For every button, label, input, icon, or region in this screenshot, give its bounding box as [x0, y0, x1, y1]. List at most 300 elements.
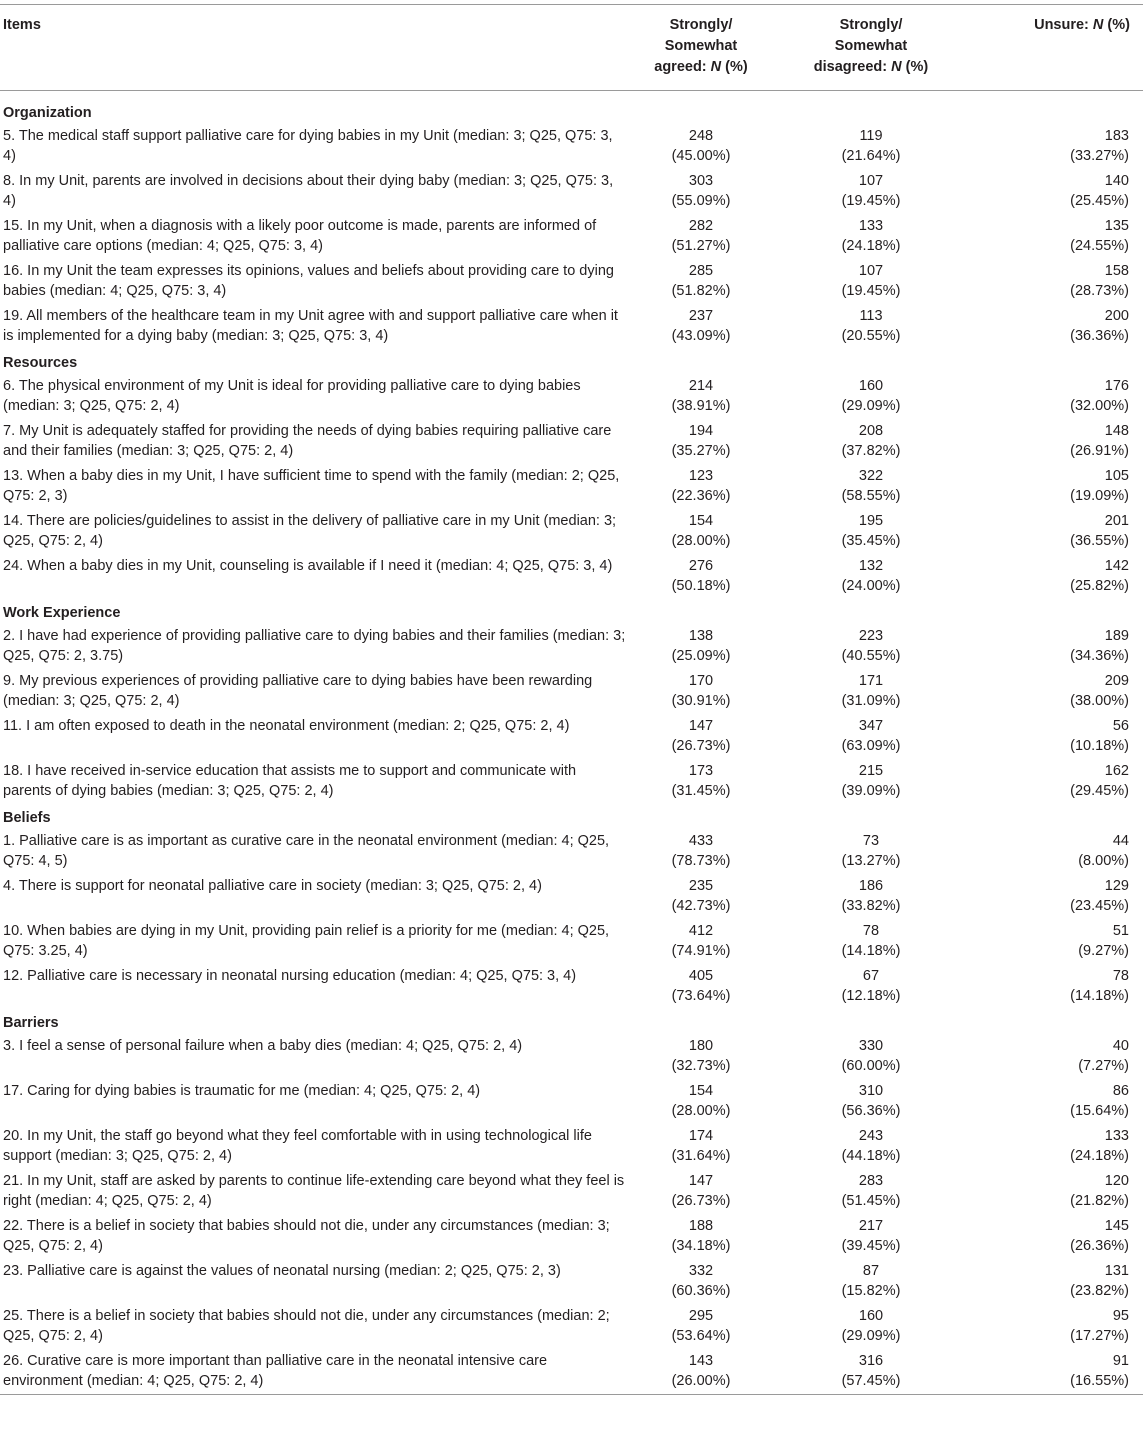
header-row [0, 5, 1143, 91]
agreed-cell [626, 463, 776, 508]
item-cell: 1. Palliative care is as important as curative care in the neonatal environment (median: 4; Q25, Q75: 4, 5) [3, 833, 610, 869]
unsure-cell [966, 463, 1143, 508]
disagreed-cell [776, 213, 966, 258]
agreed-percent: (55.09%) [671, 193, 731, 209]
agreed-cell [626, 668, 776, 713]
table-row [0, 1123, 1143, 1168]
unsure-cell [966, 1348, 1143, 1395]
disagreed-percent: (14.18%) [841, 943, 901, 959]
table-row [0, 123, 1143, 168]
disagreed-cell [776, 1348, 966, 1395]
disagreed-percent: (33.82%) [841, 898, 901, 914]
item-cell: 6. The physical environment of my Unit is ideal for providing palliative care to dying babies (median: 3; Q25, Q75: 2, 4) [3, 378, 581, 414]
agreed-count: 214 [688, 378, 714, 394]
disagreed-cell [776, 873, 966, 918]
disagreed-cell [776, 1303, 966, 1348]
agreed-cell [626, 963, 776, 1008]
agreed-percent: (74.91%) [671, 943, 731, 959]
agreed-count: 276 [688, 558, 714, 574]
agreed-percent: (51.27%) [671, 238, 731, 254]
disagreed-count: 160 [858, 378, 884, 394]
item-cell: 17. Caring for dying babies is traumatic for me (median: 4; Q25, Q75: 2, 4) [3, 1083, 481, 1099]
disagreed-cell [776, 623, 966, 668]
table-row [0, 258, 1143, 303]
agreed-count: 173 [688, 763, 714, 779]
header-unsure-pct: (%) [1103, 17, 1130, 33]
agreed-count: 332 [688, 1263, 714, 1279]
item-cell: 12. Palliative care is necessary in neonatal nursing education (median: 4; Q25, Q75: 3, 4) [3, 968, 577, 984]
unsure-cell [966, 873, 1143, 918]
agreed-cell [626, 918, 776, 963]
header-agreed [626, 5, 776, 91]
header-agreed-line1: Strongly/ [669, 17, 733, 33]
disagreed-percent: (57.45%) [841, 1373, 901, 1389]
unsure-count: 200 [1104, 308, 1129, 324]
unsure-percent: (25.45%) [1070, 193, 1129, 209]
unsure-cell [966, 1033, 1143, 1078]
disagreed-cell [776, 463, 966, 508]
disagreed-count: 171 [858, 673, 884, 689]
header-disagreed-line1: Strongly/ [839, 17, 903, 33]
disagreed-cell [776, 713, 966, 758]
agreed-count: 433 [688, 833, 714, 849]
table-row [0, 963, 1143, 1008]
unsure-percent: (26.36%) [1070, 1238, 1129, 1254]
unsure-count: 209 [1104, 673, 1129, 689]
item-cell: 9. My previous experiences of providing palliative care to dying babies have been rewarding (median: 3; Q25, Q75: 2, 4) [3, 673, 593, 709]
agreed-cell [626, 623, 776, 668]
disagreed-percent: (56.36%) [841, 1103, 901, 1119]
header-agreed-n: N [710, 59, 722, 75]
unsure-cell [966, 1123, 1143, 1168]
section-title: Beliefs [3, 810, 51, 826]
table-row [0, 1213, 1143, 1258]
item-cell: 8. In my Unit, parents are involved in decisions about their dying baby (median: 3; Q25, Q75: 3, 4) [3, 173, 614, 209]
disagreed-percent: (24.00%) [841, 578, 901, 594]
header-disagreed-pct: (%) [901, 59, 929, 75]
survey-results-table [0, 4, 1143, 1395]
disagreed-count: 160 [858, 1308, 884, 1324]
disagreed-cell [776, 1033, 966, 1078]
table-row [0, 373, 1143, 418]
agreed-cell [626, 508, 776, 553]
disagreed-count: 330 [858, 1038, 884, 1054]
disagreed-count: 215 [858, 763, 884, 779]
agreed-count: 285 [688, 263, 714, 279]
agreed-count: 235 [688, 878, 714, 894]
section-row [0, 598, 1143, 623]
disagreed-count: 107 [858, 263, 884, 279]
table-row [0, 1348, 1143, 1395]
unsure-percent: (38.00%) [1070, 693, 1129, 709]
disagreed-count: 78 [862, 923, 880, 939]
unsure-percent: (8.00%) [1078, 853, 1129, 869]
disagreed-percent: (29.09%) [841, 398, 901, 414]
item-cell: 15. In my Unit, when a diagnosis with a likely poor outcome is made, parents are informed of palliative care options (median: 4; Q25, Q75: 3, 4) [3, 218, 597, 254]
agreed-cell [626, 1303, 776, 1348]
disagreed-count: 67 [862, 968, 880, 984]
unsure-cell [966, 303, 1143, 348]
unsure-percent: (23.82%) [1070, 1283, 1129, 1299]
unsure-cell [966, 963, 1143, 1008]
table-body [0, 91, 1143, 1395]
table-row [0, 1168, 1143, 1213]
header-unsure-label: Unsure: [1034, 17, 1093, 33]
disagreed-count: 73 [862, 833, 880, 849]
agreed-count: 123 [688, 468, 714, 484]
item-cell: 14. There are policies/guidelines to assist in the delivery of palliative care in my Unit (median: 3; Q25, Q75: 2, 4) [3, 513, 617, 549]
disagreed-count: 133 [858, 218, 884, 234]
agreed-count: 282 [688, 218, 714, 234]
unsure-count: 105 [1104, 468, 1129, 484]
agreed-percent: (35.27%) [671, 443, 731, 459]
agreed-count: 303 [688, 173, 714, 189]
agreed-percent: (42.73%) [671, 898, 731, 914]
unsure-cell [966, 258, 1143, 303]
unsure-cell [966, 668, 1143, 713]
unsure-count: 145 [1104, 1218, 1129, 1234]
disagreed-percent: (39.09%) [841, 783, 901, 799]
agreed-percent: (26.73%) [671, 738, 731, 754]
agreed-percent: (60.36%) [671, 1283, 731, 1299]
disagreed-percent: (60.00%) [841, 1058, 901, 1074]
unsure-percent: (23.45%) [1070, 898, 1129, 914]
agreed-cell [626, 303, 776, 348]
unsure-cell [966, 1078, 1143, 1123]
disagreed-count: 283 [858, 1173, 884, 1189]
unsure-percent: (32.00%) [1070, 398, 1129, 414]
unsure-count: 120 [1104, 1173, 1129, 1189]
table-row [0, 713, 1143, 758]
disagreed-percent: (20.55%) [841, 328, 901, 344]
table-row [0, 1033, 1143, 1078]
unsure-cell [966, 418, 1143, 463]
section-row [0, 348, 1143, 373]
disagreed-cell [776, 553, 966, 598]
item-cell: 10. When babies are dying in my Unit, providing pain relief is a priority for me (median: 4; Q25, Q75: 3.25, 4) [3, 923, 610, 959]
disagreed-cell [776, 1168, 966, 1213]
table-row [0, 508, 1143, 553]
disagreed-cell [776, 1213, 966, 1258]
disagreed-percent: (37.82%) [841, 443, 901, 459]
agreed-percent: (26.73%) [671, 1193, 731, 1209]
agreed-percent: (22.36%) [671, 488, 731, 504]
unsure-percent: (10.18%) [1070, 738, 1129, 754]
item-cell: 7. My Unit is adequately staffed for providing the needs of dying babies requiring palliative care and their families (median: 3; Q25, Q75: 2, 4) [3, 423, 612, 459]
item-cell: 24. When a baby dies in my Unit, counseling is available if I need it (median: 4; Q25, Q75: 3, 4) [3, 558, 613, 574]
unsure-percent: (36.36%) [1070, 328, 1129, 344]
table-row [0, 873, 1143, 918]
agreed-cell [626, 1258, 776, 1303]
agreed-percent: (31.45%) [671, 783, 731, 799]
header-agreed-pct: (%) [721, 59, 748, 75]
agreed-cell [626, 1078, 776, 1123]
unsure-count: 162 [1104, 763, 1129, 779]
agreed-cell [626, 1348, 776, 1395]
unsure-percent: (17.27%) [1070, 1328, 1129, 1344]
unsure-count: 86 [1112, 1083, 1129, 1099]
agreed-cell [626, 168, 776, 213]
table-row [0, 463, 1143, 508]
disagreed-percent: (44.18%) [841, 1148, 901, 1164]
unsure-percent: (24.18%) [1070, 1148, 1129, 1164]
agreed-cell [626, 553, 776, 598]
disagreed-cell [776, 258, 966, 303]
unsure-count: 51 [1112, 923, 1129, 939]
item-cell: 25. There is a belief in society that babies should not die, under any circumstances (median: 2; Q25, Q75: 2, 4) [3, 1308, 610, 1344]
disagreed-percent: (40.55%) [841, 648, 901, 664]
unsure-count: 189 [1104, 628, 1129, 644]
disagreed-cell [776, 828, 966, 873]
unsure-cell [966, 713, 1143, 758]
agreed-cell [626, 1213, 776, 1258]
disagreed-count: 223 [858, 628, 884, 644]
disagreed-cell [776, 303, 966, 348]
agreed-count: 194 [688, 423, 714, 439]
agreed-percent: (53.64%) [671, 1328, 731, 1344]
table-header [0, 5, 1143, 91]
disagreed-count: 316 [858, 1353, 884, 1369]
disagreed-percent: (19.45%) [841, 283, 901, 299]
unsure-percent: (28.73%) [1070, 283, 1129, 299]
agreed-cell [626, 373, 776, 418]
disagreed-cell [776, 1078, 966, 1123]
unsure-count: 201 [1104, 513, 1129, 529]
table-row [0, 418, 1143, 463]
item-cell: 22. There is a belief in society that babies should not die, under any circumstances (median: 3; Q25, Q75: 2, 4) [3, 1218, 610, 1254]
agreed-percent: (30.91%) [671, 693, 731, 709]
agreed-percent: (78.73%) [671, 853, 731, 869]
header-items-label: Items [3, 17, 41, 33]
unsure-count: 183 [1104, 128, 1129, 144]
item-cell: 13. When a baby dies in my Unit, I have sufficient time to spend with the family (median: 2; Q25, Q75: 2, 3) [3, 468, 620, 504]
agreed-percent: (26.00%) [671, 1373, 731, 1389]
unsure-cell [966, 828, 1143, 873]
agreed-cell [626, 828, 776, 873]
agreed-percent: (43.09%) [671, 328, 731, 344]
section-title: Organization [3, 105, 92, 121]
disagreed-count: 217 [858, 1218, 884, 1234]
item-cell: 11. I am often exposed to death in the neonatal environment (median: 2; Q25, Q75: 2, 4) [3, 718, 570, 734]
section-row [0, 803, 1143, 828]
disagreed-count: 243 [858, 1128, 884, 1144]
agreed-count: 412 [688, 923, 714, 939]
agreed-count: 147 [688, 1173, 714, 1189]
item-cell: 4. There is support for neonatal palliative care in society (median: 3; Q25, Q75: 2, 4) [3, 878, 542, 894]
unsure-count: 176 [1104, 378, 1129, 394]
header-disagreed-n: N [891, 59, 902, 75]
agreed-percent: (34.18%) [671, 1238, 731, 1254]
table-row [0, 303, 1143, 348]
table-row [0, 623, 1143, 668]
header-unsure [966, 5, 1143, 91]
table-row [0, 1078, 1143, 1123]
disagreed-count: 119 [859, 128, 883, 144]
agreed-cell [626, 873, 776, 918]
disagreed-count: 107 [858, 173, 884, 189]
header-agreed-line2: Somewhat [664, 38, 738, 54]
unsure-percent: (29.45%) [1070, 783, 1129, 799]
agreed-cell [626, 758, 776, 803]
unsure-cell [966, 168, 1143, 213]
unsure-count: 91 [1112, 1353, 1129, 1369]
unsure-count: 140 [1104, 173, 1129, 189]
disagreed-percent: (24.18%) [841, 238, 901, 254]
disagreed-percent: (31.09%) [841, 693, 901, 709]
unsure-percent: (9.27%) [1078, 943, 1129, 959]
section-title: Barriers [3, 1015, 59, 1031]
unsure-percent: (19.09%) [1070, 488, 1129, 504]
unsure-count: 129 [1104, 878, 1129, 894]
agreed-cell [626, 713, 776, 758]
unsure-percent: (34.36%) [1070, 648, 1129, 664]
header-disagreed [776, 5, 966, 91]
unsure-cell [966, 1168, 1143, 1213]
unsure-cell [966, 123, 1143, 168]
item-cell: 5. The medical staff support palliative care for dying babies in my Unit (median: 3; Q25, Q75: 3, 4) [3, 128, 613, 164]
unsure-cell [966, 1213, 1143, 1258]
section-row [0, 91, 1143, 124]
table-row [0, 1303, 1143, 1348]
agreed-count: 138 [688, 628, 714, 644]
unsure-percent: (36.55%) [1070, 533, 1129, 549]
agreed-count: 154 [688, 513, 714, 529]
agreed-cell [626, 1123, 776, 1168]
header-disagreed-line2: Somewhat [834, 38, 908, 54]
disagreed-cell [776, 963, 966, 1008]
unsure-cell [966, 373, 1143, 418]
agreed-percent: (50.18%) [671, 578, 731, 594]
section-title: Resources [3, 355, 78, 371]
unsure-percent: (25.82%) [1070, 578, 1129, 594]
table-row [0, 668, 1143, 713]
disagreed-count: 310 [858, 1083, 884, 1099]
disagreed-cell [776, 758, 966, 803]
unsure-count: 133 [1104, 1128, 1129, 1144]
agreed-percent: (28.00%) [671, 533, 731, 549]
disagreed-count: 186 [858, 878, 884, 894]
disagreed-percent: (12.18%) [841, 988, 901, 1004]
table-row [0, 553, 1143, 598]
item-cell: 16. In my Unit the team expresses its opinions, values and beliefs about providing care to dying babies (median: 4; Q25, Q75: 3, 4) [3, 263, 614, 299]
agreed-percent: (25.09%) [671, 648, 731, 664]
header-agreed-line3: agreed: [654, 59, 711, 75]
disagreed-count: 322 [858, 468, 884, 484]
disagreed-cell [776, 373, 966, 418]
unsure-count: 131 [1104, 1263, 1129, 1279]
agreed-cell [626, 213, 776, 258]
agreed-percent: (51.82%) [671, 283, 731, 299]
agreed-percent: (38.91%) [671, 398, 731, 414]
agreed-count: 147 [688, 718, 714, 734]
header-unsure-n: N [1092, 17, 1104, 33]
disagreed-cell [776, 1258, 966, 1303]
table-row [0, 758, 1143, 803]
table-row [0, 1258, 1143, 1303]
disagreed-cell [776, 123, 966, 168]
agreed-count: 405 [688, 968, 714, 984]
unsure-percent: (15.64%) [1070, 1103, 1129, 1119]
table-row [0, 168, 1143, 213]
unsure-percent: (21.82%) [1070, 1193, 1129, 1209]
agreed-count: 154 [688, 1083, 714, 1099]
item-cell: 3. I feel a sense of personal failure when a baby dies (median: 4; Q25, Q75: 2, 4) [3, 1038, 523, 1054]
agreed-cell [626, 258, 776, 303]
agreed-cell [626, 418, 776, 463]
unsure-count: 158 [1104, 263, 1129, 279]
section-title: Work Experience [3, 605, 121, 621]
agreed-cell [626, 1168, 776, 1213]
unsure-cell [966, 213, 1143, 258]
unsure-cell [966, 1303, 1143, 1348]
unsure-percent: (14.18%) [1070, 988, 1129, 1004]
disagreed-percent: (35.45%) [841, 533, 901, 549]
agreed-cell [626, 123, 776, 168]
header-disagreed-line3: disagreed: [813, 59, 892, 75]
unsure-percent: (24.55%) [1070, 238, 1129, 254]
disagreed-count: 132 [858, 558, 884, 574]
item-cell: 2. I have had experience of providing palliative care to dying babies and their families (median: 3; Q25, Q75: 2, 3.75) [3, 628, 626, 664]
item-cell: 20. In my Unit, the staff go beyond what they feel comfortable with in using technological life support (median: 3; Q25, Q75: 2, 4) [3, 1128, 592, 1164]
disagreed-count: 208 [858, 423, 884, 439]
disagreed-cell [776, 668, 966, 713]
agreed-percent: (28.00%) [671, 1103, 731, 1119]
unsure-count: 56 [1112, 718, 1129, 734]
unsure-count: 142 [1104, 558, 1129, 574]
disagreed-count: 113 [859, 308, 883, 324]
item-cell: 19. All members of the healthcare team in my Unit agree with and support palliative care when it is implemented for a dying baby (median: 3; Q25, Q75: 3, 4) [3, 308, 618, 344]
item-cell: 21. In my Unit, staff are asked by parents to continue life-extending care beyond what they feel is right (median: 4; Q25, Q75: 2, 4) [3, 1173, 625, 1209]
disagreed-percent: (13.27%) [841, 853, 901, 869]
agreed-percent: (31.64%) [671, 1148, 731, 1164]
agreed-cell [626, 1033, 776, 1078]
unsure-percent: (7.27%) [1078, 1058, 1129, 1074]
unsure-count: 40 [1112, 1038, 1129, 1054]
disagreed-percent: (63.09%) [841, 738, 901, 754]
unsure-percent: (33.27%) [1070, 148, 1129, 164]
unsure-percent: (26.91%) [1070, 443, 1129, 459]
agreed-percent: (32.73%) [671, 1058, 731, 1074]
header-items [0, 5, 626, 91]
agreed-count: 295 [688, 1308, 714, 1324]
disagreed-cell [776, 168, 966, 213]
unsure-cell [966, 553, 1143, 598]
agreed-count: 174 [688, 1128, 714, 1144]
unsure-cell [966, 758, 1143, 803]
disagreed-percent: (21.64%) [841, 148, 901, 164]
agreed-count: 248 [688, 128, 714, 144]
disagreed-count: 347 [858, 718, 884, 734]
disagreed-count: 195 [858, 513, 884, 529]
agreed-percent: (45.00%) [671, 148, 731, 164]
unsure-count: 95 [1112, 1308, 1129, 1324]
unsure-count: 148 [1104, 423, 1129, 439]
disagreed-count: 87 [862, 1263, 880, 1279]
disagreed-cell [776, 508, 966, 553]
section-row [0, 1008, 1143, 1033]
disagreed-percent: (39.45%) [841, 1238, 901, 1254]
agreed-count: 237 [688, 308, 714, 324]
agreed-percent: (73.64%) [671, 988, 731, 1004]
unsure-count: 135 [1104, 218, 1129, 234]
disagreed-percent: (58.55%) [841, 488, 901, 504]
item-cell: 18. I have received in-service education that assists me to support and communicate with parents of dying babies (median: 3; Q25, Q75: 2, 4) [3, 763, 577, 799]
disagreed-cell [776, 418, 966, 463]
unsure-cell [966, 623, 1143, 668]
unsure-cell [966, 918, 1143, 963]
table-row [0, 828, 1143, 873]
disagreed-percent: (29.09%) [841, 1328, 901, 1344]
